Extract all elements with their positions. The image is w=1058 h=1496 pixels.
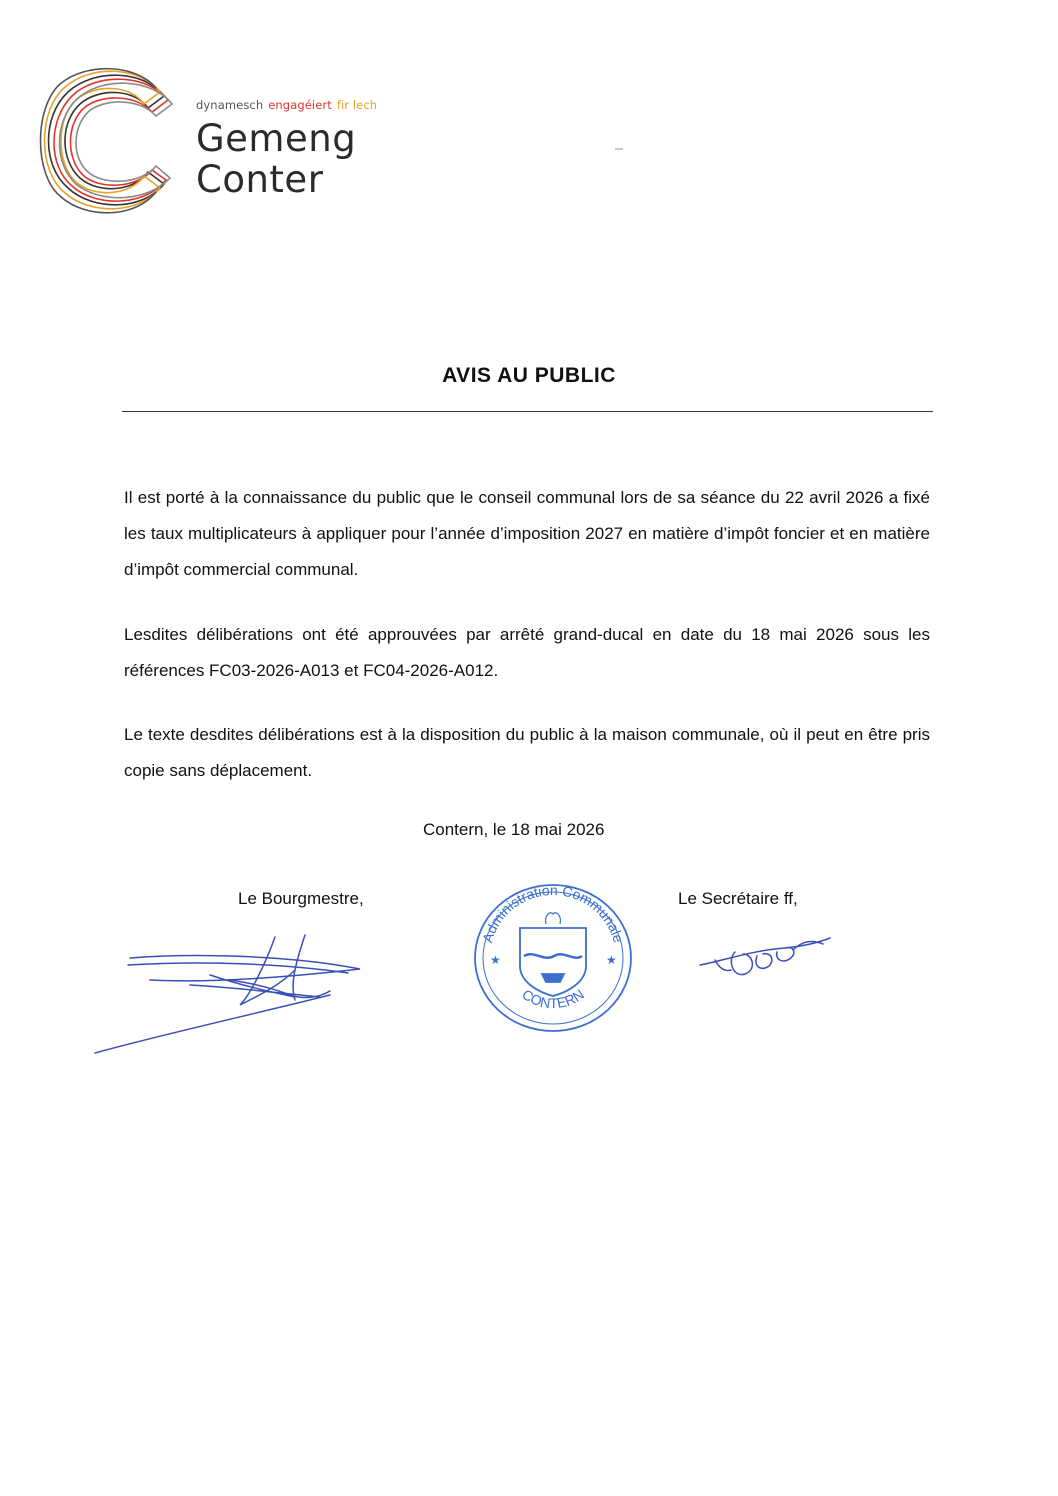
municipal-seal <box>468 878 638 1038</box>
svg-text:CONTERN <box>519 986 587 1011</box>
tagline-word-1: dynamesch <box>196 98 264 112</box>
brand-line-1: Gemeng <box>196 117 357 160</box>
secretary-title: Le Secrétaire ff, <box>678 889 798 908</box>
seal-star-left: ★ <box>490 953 501 967</box>
logo-wordmark <box>196 118 356 200</box>
title-divider <box>122 411 933 412</box>
tagline-word-2: engagéiert <box>268 98 332 112</box>
stylized-letter-c-icon <box>36 66 186 216</box>
notice-paragraph-3: Le texte desdites délibérations est à la disposition du public à la maison communale, où il peut en être pris copie sans déplacement. <box>124 725 930 780</box>
seal-star-right: ★ <box>606 953 617 967</box>
brand-line-2: Conter <box>196 158 324 201</box>
notice-paragraph-2: Lesdites délibérations ont été approuvées par arrêté grand-ducal en date du 18 mai 2026 sous les références FC03-2026-A013 et FC04-2026-A012. <box>124 625 930 680</box>
secretary-signature <box>695 920 845 990</box>
mayor-signature <box>90 925 370 1065</box>
notice-paragraph-1: Il est porté à la connaissance du public que le conseil communal lors de sa séance du 22 avril 2026 a fixé les taux multiplicateurs à appliquer pour l’année d’imposition 2027 en matière d’impôt foncier et en matière d’impôt commercial communal. <box>124 488 930 579</box>
seal-bottom-text: CONTERN <box>519 985 587 1012</box>
notice-title: AVIS AU PUBLIC <box>442 364 616 387</box>
mayor-title: Le Bourgmestre, <box>238 889 364 908</box>
seal-top-text: Administration Communale <box>479 881 627 945</box>
logo-tagline <box>196 98 382 112</box>
scan-artifact <box>615 148 623 150</box>
municipality-logo <box>36 66 376 216</box>
place-and-date: Contern, le 18 mai 2026 <box>423 820 605 839</box>
tagline-word-3: fir lech <box>336 98 378 112</box>
